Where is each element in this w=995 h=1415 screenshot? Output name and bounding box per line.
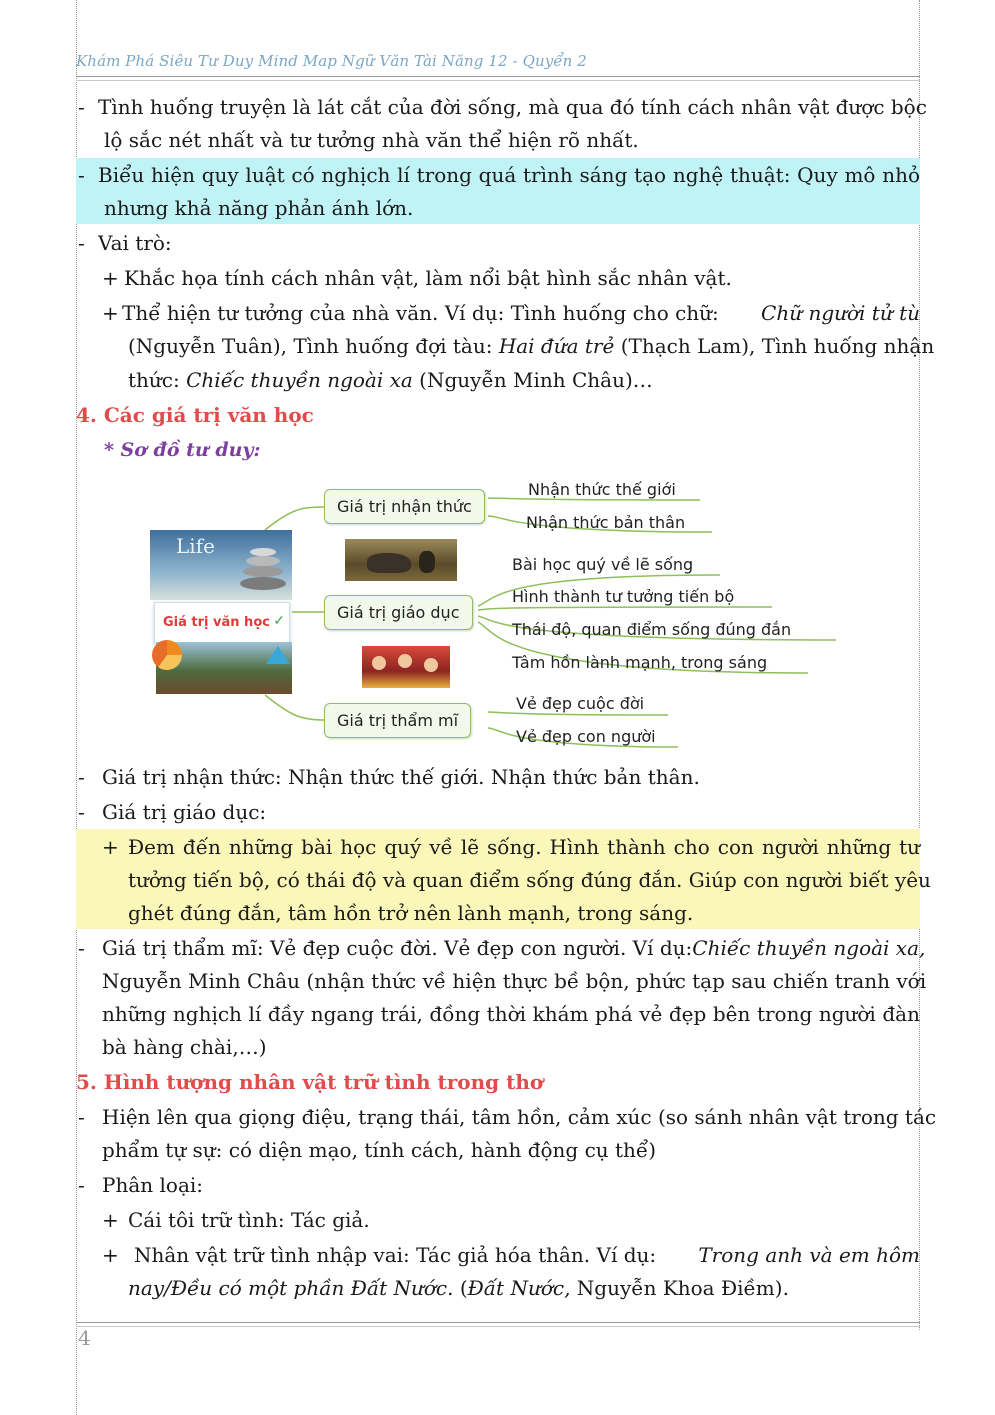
check-icon: ✓ [273,613,285,629]
center-label-card [154,602,290,644]
mindmap-branch-tham-mi: Giá trị thẩm mĩ [324,703,471,738]
text-line: phẩm tự sự: có diện mạo, tính cách, hành động cụ thể) [102,1138,657,1162]
footer-rule [76,1322,920,1323]
mindmap-leaf: Nhận thức thế giới [528,480,676,499]
mindmap-subheading: * Sơ đồ tư duy: [104,439,261,461]
section-heading-4: 4. Các giá trị văn học [76,403,314,427]
text-line: Nhân vật trữ tình nhập vai: Tác giả hóa thân. Ví dụ: Trong anh và em hôm [134,1243,920,1267]
buffalo-photo [345,539,457,581]
text-line: Phân loại: [102,1173,203,1197]
text-line: Hiện lên qua giọng điệu, trạng thái, tâm hồn, cảm xúc (so sánh nhân vật trong tác [102,1105,937,1129]
bullet-dash: - [78,163,85,187]
mindmap-leaf: Tâm hồn lành mạnh, trong sáng [512,653,768,672]
mindmap-leaf: Thái độ, quan điểm sống đúng đắn [512,620,792,639]
bullet-dash: - [78,95,85,119]
bullet-dash: - [78,765,85,789]
text-line: Biểu hiện quy luật có nghịch lí trong quá trình sáng tạo nghệ thuật: Quy mô nhỏ [98,163,920,187]
life-caption: Life [176,534,215,558]
text-line: tưởng tiến bộ, có thái độ và quan điểm sống đúng đắn. Giúp con người biết yêu [128,868,931,892]
bullet-dash: - [78,1173,85,1197]
running-header: Khám Phá Siêu Tư Duy Mind Map Ngữ Văn Tài Năng 12 - Quyển 2 [76,52,587,70]
bullet-dash: - [78,231,85,255]
arrow-icon [266,646,290,664]
pie-icon [152,640,182,670]
text-line: thức: Chiếc thuyền ngoài xa (Nguyễn Minh Châu)… [128,368,653,392]
mindmap-leaf: Vẻ đẹp cuộc đời [516,694,645,713]
text-line: (Nguyễn Tuân), Tình huống đợi tàu: Hai đứa trẻ (Thạch Lam), Tình huống nhận [128,334,935,358]
page-number: 4 [78,1326,91,1350]
plus-bullet: + [102,1243,119,1267]
text-line: Tình huống truyện là lát cắt của đời sống, mà qua đó tính cách nhân vật được bộc [98,95,927,119]
text-line: Khắc họa tính cách nhân vật, làm nổi bật hình sắc nhân vật. [124,266,732,290]
text-line: Giá trị giáo dục: [102,800,267,824]
text-line: những nghịch lí đầy ngang trái, đồng thời khám phá vẻ đẹp bên trong người đàn [102,1002,920,1026]
plus-bullet: + [102,266,119,290]
text-line: ghét đúng đắn, tâm hồn trở nên lành mạnh, trong sáng. [128,901,694,925]
text-line: Nguyễn Minh Châu (nhận thức về hiện thực bề bộn, phức tạp sau chiến tranh với [102,969,927,993]
mindmap-leaf: Bài học quý về lẽ sống [512,555,694,574]
mindmap-branch-giao-duc: Giá trị giáo dục [324,595,473,630]
plus-bullet: + [102,835,119,859]
bullet-dash: - [78,800,85,824]
text-line: lộ sắc nét nhất và tư tưởng nhà văn thể hiện rõ nhất. [104,128,639,152]
text-line: Cái tôi trữ tình: Tác giả. [128,1208,370,1232]
text-line: bà hàng chài,…) [102,1035,267,1059]
plus-bullet: + [102,301,119,325]
section-heading-5: 5. Hình tượng nhân vật trữ tình trong thơ [76,1070,544,1094]
bullet-dash: - [78,936,85,960]
text-line: nhưng khả năng phản ánh lớn. [104,196,414,220]
text-line: Đem đến những bài học quý về lẽ sống. Hình thành cho con người những tư [128,835,920,859]
text-line: Thể hiện tư tưởng của nhà văn. Ví dụ: Tình huống cho chữ: Chữ người tử tù [122,301,920,325]
mindmap-leaf: Hình thành tư tưởng tiến bộ [512,587,735,606]
footer-rule-secondary [76,1326,920,1327]
text-line: nay/Đều có một phần Đất Nước. (Đất Nước, Nguyễn Khoa Điềm). [128,1276,789,1300]
plus-bullet: + [102,1208,119,1232]
people-field-image [156,642,292,694]
text-line: Vai trò: [98,231,172,255]
mindmap-leaf: Vẻ đẹp con người [516,727,656,746]
text-line: Giá trị thẩm mĩ: Vẻ đẹp cuộc đời. Vẻ đẹp con người. Ví dụ: Chiếc thuyền ngoài xa, [102,936,926,960]
text-line: Giá trị nhận thức: Nhận thức thế giới. Nhận thức bản thân. [102,765,700,789]
mindmap-center-image [150,530,292,694]
life-stones-image [150,530,292,600]
bullet-dash: - [78,1105,85,1129]
mindmap-branch-nhan-thuc: Giá trị nhận thức [324,489,485,524]
students-photo [362,646,450,688]
center-label: Giá trị văn học [163,615,270,630]
mindmap-leaf: Nhận thức bản thân [526,513,686,532]
